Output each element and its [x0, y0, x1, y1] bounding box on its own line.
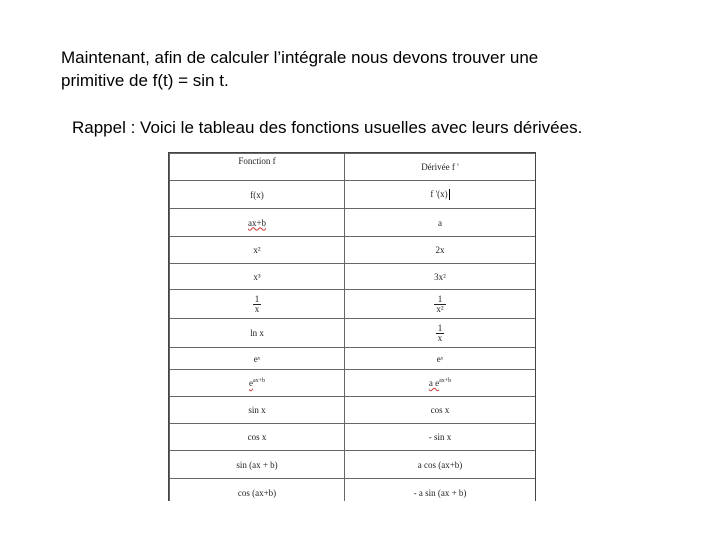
- cell-derivative: [345, 209, 536, 237]
- cell-derivative: [345, 348, 536, 370]
- cell-derivative: [345, 370, 536, 397]
- cell-function: [170, 290, 345, 319]
- fraction-numerator: 1: [254, 293, 260, 304]
- cell-derivative: [345, 290, 536, 319]
- fraction: [436, 324, 445, 343]
- rappel-text: Rappel : Voici le tableau des fonctions usuelles avec leurs dérivées.: [72, 118, 583, 137]
- cell-derivative: [345, 319, 536, 348]
- table-header-row: [170, 154, 536, 181]
- cell-derivative: [345, 264, 536, 290]
- cell-derivative: [345, 181, 536, 209]
- cell-text: - sin x: [428, 432, 452, 442]
- cell-text: cos x: [430, 405, 450, 415]
- table-row: [170, 397, 536, 424]
- cell-derivative: [345, 451, 536, 479]
- cell-derivative: [345, 237, 536, 264]
- table-row: [170, 264, 536, 290]
- cell-text: sin (ax + b): [236, 459, 278, 470]
- table-row: [170, 319, 536, 348]
- table-row: [170, 209, 536, 237]
- derivatives-table: [169, 153, 536, 501]
- cell-text: x³: [253, 271, 261, 282]
- table-row: [170, 479, 536, 502]
- fraction-denominator: x: [437, 332, 443, 343]
- cell-text: eˣ: [436, 353, 444, 364]
- table-row: [170, 348, 536, 370]
- table-row: [170, 370, 536, 397]
- cell-function: [170, 319, 345, 348]
- cell-text: eˣ: [253, 353, 261, 364]
- fraction-denominator: x²: [436, 303, 444, 314]
- cell-text: - a sin (ax + b): [413, 488, 467, 498]
- cell-text: f(x): [250, 189, 264, 200]
- text-cursor: [449, 189, 450, 200]
- exponent: ax+b: [439, 378, 452, 384]
- table-row: [170, 237, 536, 264]
- cell-function: [170, 348, 345, 370]
- cell-function: [170, 370, 345, 397]
- fraction-denominator: x: [254, 303, 260, 314]
- header-derivative: Dérivée f ': [345, 154, 536, 181]
- cell-function: [170, 181, 345, 209]
- table-row: [170, 451, 536, 479]
- cell-text: a e: [428, 378, 440, 388]
- cell-derivative: [345, 479, 536, 502]
- cell-text: a: [438, 217, 442, 228]
- cell-text: ln x: [250, 328, 264, 338]
- fraction: [434, 295, 445, 314]
- cell-function: [170, 479, 345, 502]
- fraction: [253, 295, 262, 314]
- cell-text: ax+b: [247, 217, 267, 228]
- cell-function: [170, 451, 345, 479]
- cell-text: a cos (ax+b): [417, 459, 463, 470]
- intro-line-2: primitive de f(t) = sin t.: [61, 71, 229, 90]
- table-row: [170, 181, 536, 209]
- cell-function: [170, 397, 345, 424]
- cell-function: [170, 209, 345, 237]
- cell-function: [170, 424, 345, 451]
- exponent: ax+b: [252, 378, 266, 384]
- cell-text: cos (ax+b): [237, 488, 277, 498]
- intro-line-1: Maintenant, afin de calculer l’intégrale nous devons trouver une: [61, 48, 539, 67]
- derivatives-table-frame: [168, 152, 536, 501]
- cell-derivative: [345, 424, 536, 451]
- cell-text: e: [248, 378, 253, 388]
- table-row: [170, 424, 536, 451]
- cell-function: [170, 237, 345, 264]
- cell-text: cos x: [247, 432, 267, 442]
- table-row: [170, 290, 536, 319]
- cell-derivative: [345, 397, 536, 424]
- cell-function: [170, 264, 345, 290]
- cell-text: 3x²: [434, 271, 446, 282]
- cell-text: sin x: [248, 405, 266, 415]
- cell-text: 2x: [435, 245, 445, 255]
- fraction-numerator: 1: [434, 295, 445, 305]
- cell-text: x²: [253, 245, 261, 255]
- header-function: Fonction f: [170, 154, 345, 181]
- cell-text: f '(x): [430, 188, 448, 199]
- intro-paragraph: [61, 46, 621, 92]
- fraction-numerator: 1: [437, 322, 443, 333]
